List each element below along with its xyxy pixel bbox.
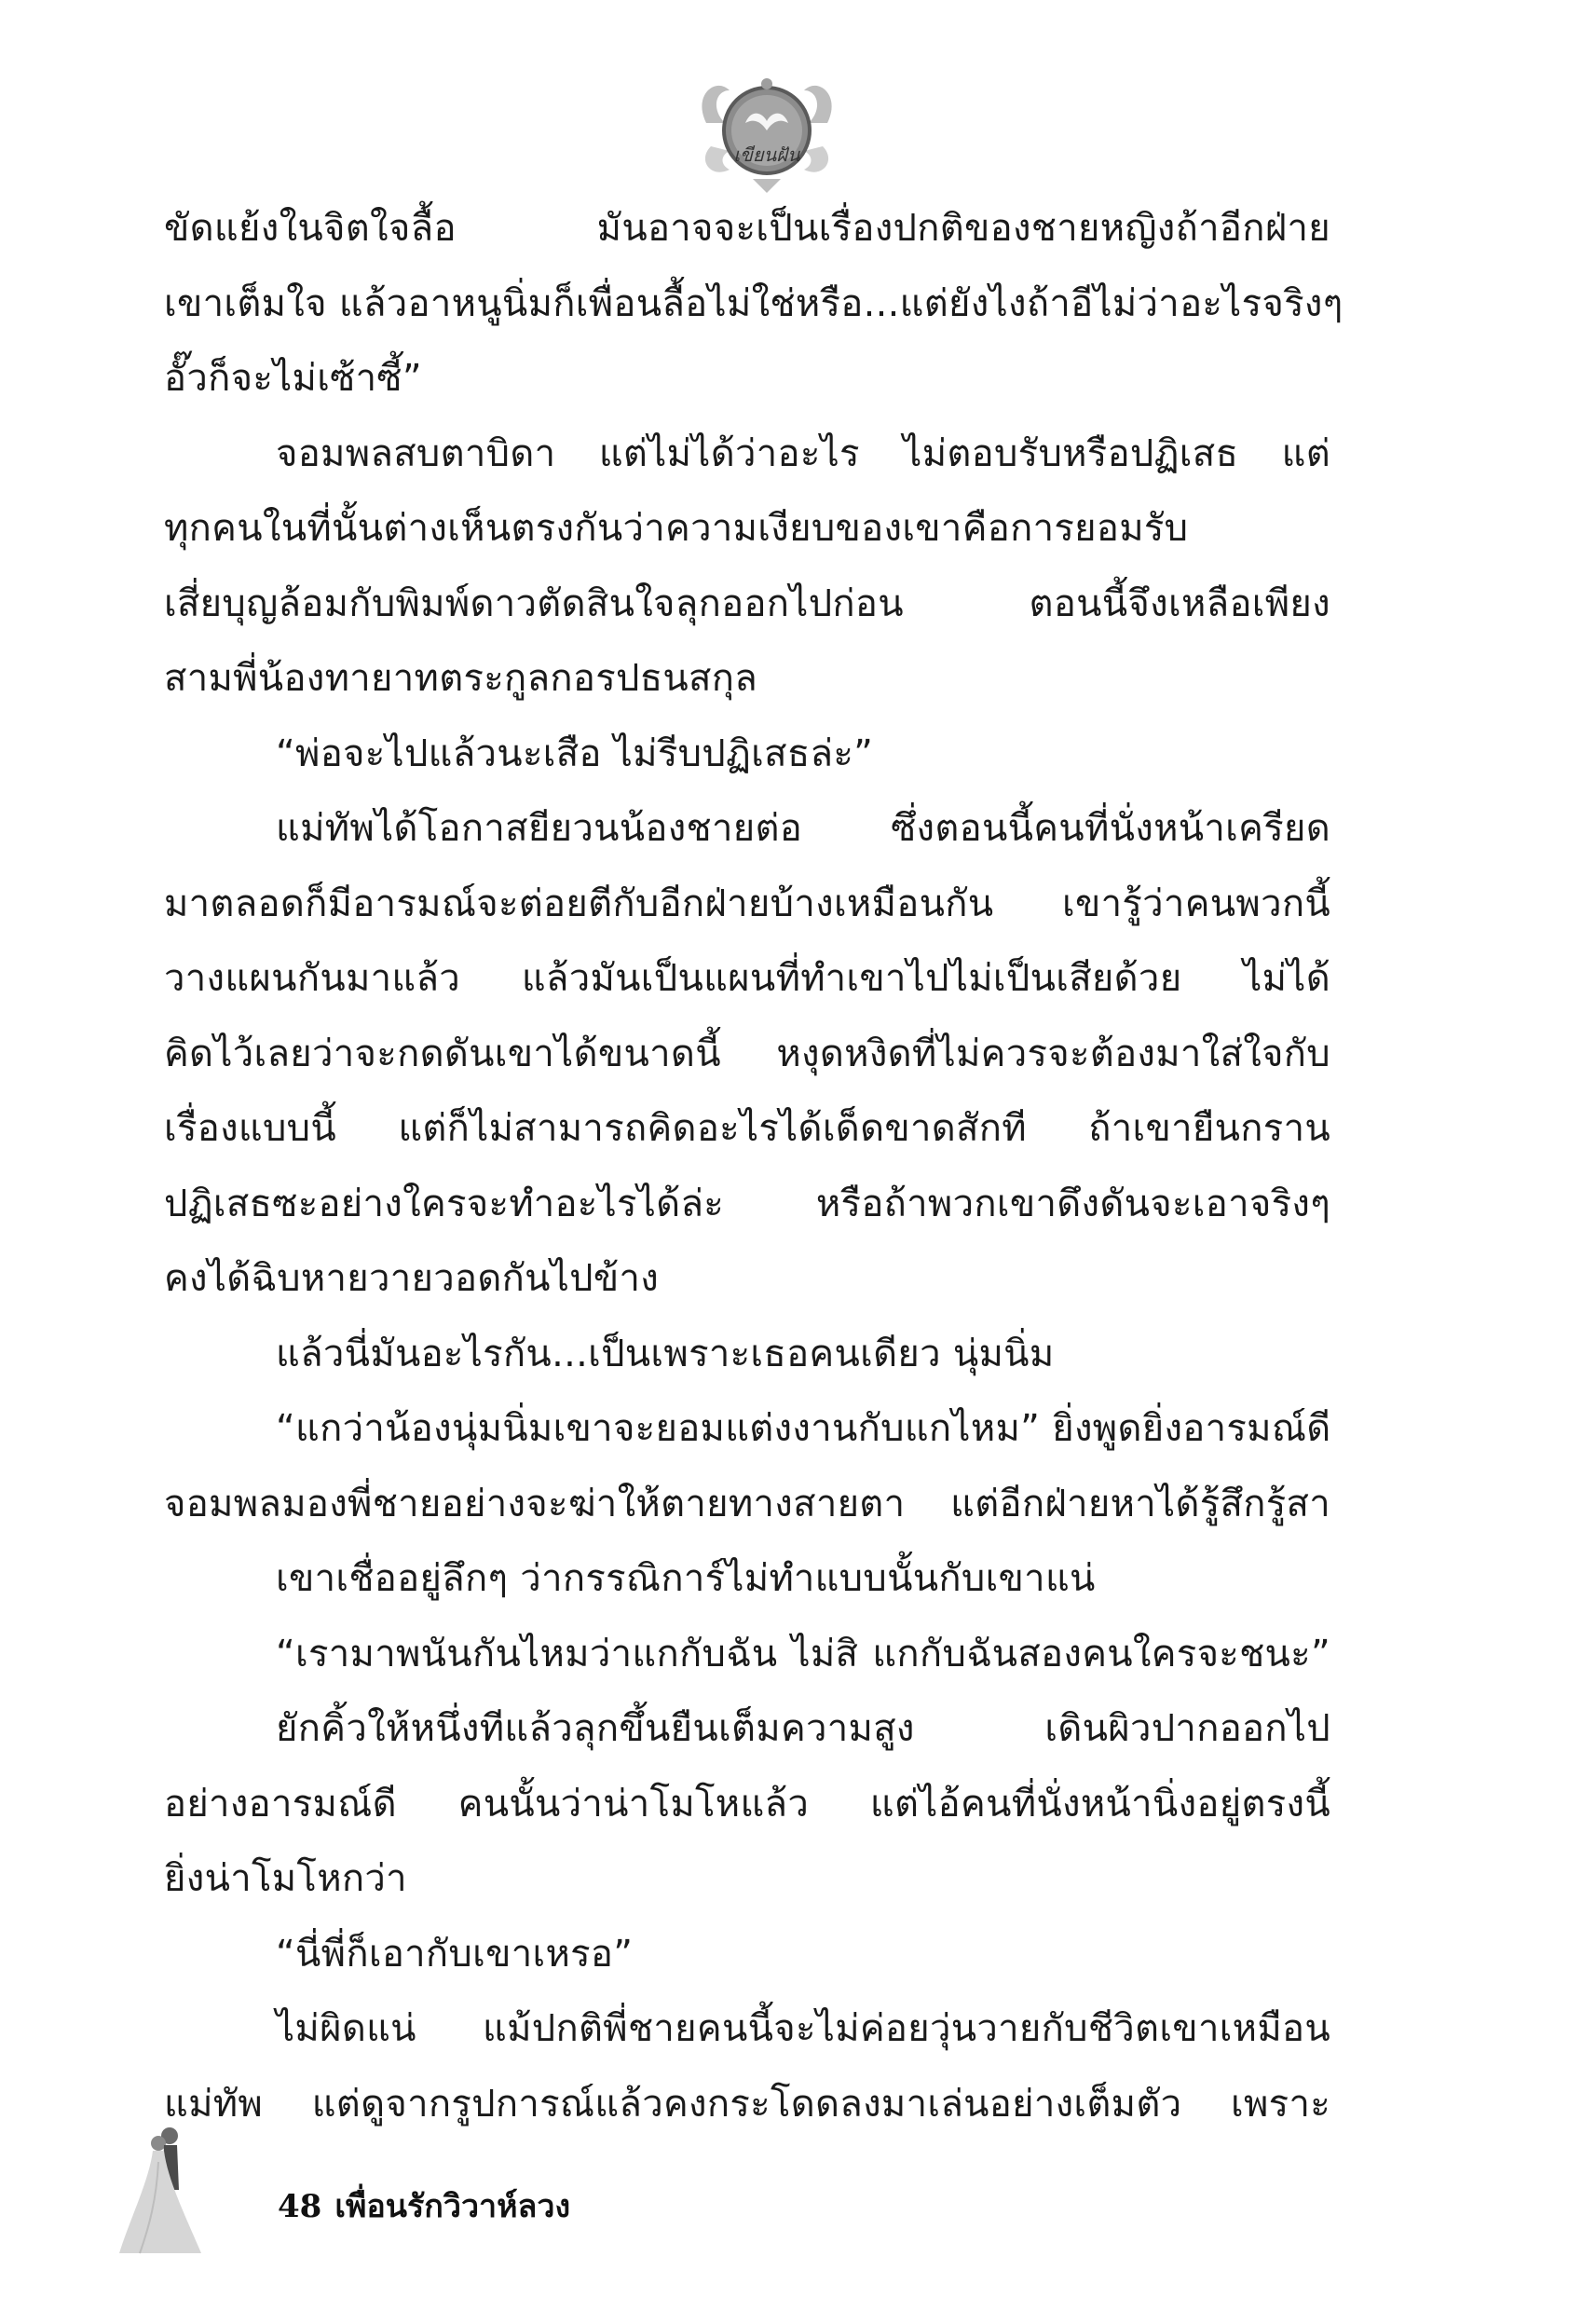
ornament-icon [688,58,846,198]
text-line: ปฏิเสธซะอย่างใครจะทำอะไรได้ล่ะ หรือถ้าพวกเขาดึงดันจะเอาจริงๆ [164,1182,1330,1225]
text-line: เรื่องแบบนี้ แต่ก็ไม่สามารถคิดอะไรได้เด็ดขาดสักที ถ้าเขายืนกราน [164,1107,1330,1150]
text-line: แม่ทัพ แต่ดูจากรูปการณ์แล้วคงกระโดดลงมาเล่นอย่างเต็มตัว เพราะ [164,2082,1330,2126]
text-line: แล้วนี่มันอะไรกัน...เป็นเพราะเธอคนเดียว นุ่มนิ่ม [276,1332,1055,1375]
text-line: ไม่ผิดแน่ แม้ปกติพี่ชายคนนี้จะไม่ค่อยวุ่นวายกับชีวิตเขาเหมือน [276,2007,1330,2050]
header-logo [688,58,846,198]
text-line: เขาเต็มใจ แล้วอาหนูนิ่มก็เพื่อนลื้อไม่ใช่หรือ...แต่ยังไงถ้าอีไม่ว่าอะไรจริงๆ [164,281,1344,325]
text-line: ยิ่งน่าโมโหกว่า [164,1857,407,1900]
text-line: เสี่ยบุญล้อมกับพิมพ์ดาวตัดสินใจลุกออกไปก่อน ตอนนี้จึงเหลือเพียง [164,581,1330,625]
text-line: อย่างอารมณ์ดี คนนั้นว่าน่าโมโหแล้ว แต่ไอ้คนที่นั่งหน้านิ่งอยู่ตรงนี้ [164,1782,1330,1826]
text-line: “แกว่าน้องนุ่มนิ่มเขาจะยอมแต่งงานกับแกไหม” ยิ่งพูดยิ่งอารมณ์ดี [276,1407,1331,1450]
text-line: มาตลอดก็มีอารมณ์จะต่อยตีกับอีกฝ่ายบ้างเหมือนกัน เขารู้ว่าคนพวกนี้ [164,882,1330,925]
folio [278,2181,570,2231]
text-line: อั๊วก็จะไม่เซ้าซี้” [164,357,422,400]
page-number: 48 [278,2188,322,2225]
text-line: คงได้ฉิบหายวายวอดกันไปข้าง [164,1257,660,1300]
text-line: สามพี่น้องทายาทตระกูลกอรปธนสกุล [164,657,758,700]
page-footer [112,2125,671,2255]
text-line: จอมพลสบตาบิดา แต่ไม่ได้ว่าอะไร ไม่ตอบรับหรือปฏิเสธ แต่ [276,431,1330,475]
logo-text: เขียนฝัน [733,144,800,166]
text-line: จอมพลมองพี่ชายอย่างจะฆ่าให้ตายทางสายตา แต่อีกฝ่ายหาได้รู้สึกรู้สา [164,1482,1330,1525]
text-line: “นี่พี่ก็เอากับเขาเหรอ” [276,1932,634,1976]
text-line: “พ่อจะไปแล้วนะเสือ ไม่รีบปฏิเสธล่ะ” [276,732,874,775]
text-line: ขัดแย้งในจิตใจลื้อ มันอาจจะเป็นเรื่องปกติของชายหญิงถ้าอีกฝ่าย [164,207,1330,250]
text-line: แม่ทัพได้โอกาสยียวนน้องชายต่อ ซึ่งตอนนี้คนที่นั่งหน้าเครียด [276,807,1330,850]
text-line: วางแผนกันมาแล้ว แล้วมันเป็นแผนที่ทำเขาไปไม่เป็นเสียด้วย ไม่ได้ [164,957,1330,1000]
text-line: ทุกคนในที่นั้นต่างเห็นตรงกันว่าความเงียบของเขาคือการยอมรับ [164,507,1189,550]
text-line: เขาเชื่ออยู่ลึกๆ ว่ากรรณิการ์ไม่ทำแบบนั้นกับเขาแน่ [276,1557,1096,1600]
book-title: เพื่อนรักวิวาห์ลวง [334,2188,571,2225]
bride-groom-icon [112,2125,224,2255]
text-line: คิดไว้เลยว่าจะกดดันเขาได้ขนาดนี้ หงุดหงิดที่ไม่ควรจะต้องมาใส่ใจกับ [164,1032,1330,1075]
text-line: “เรามาพนันกันไหมว่าแกกับฉัน ไม่สิ แกกับฉันสองคนใครจะชนะ” [276,1632,1330,1675]
page-body [164,191,1344,2141]
text-line: ยักคิ้วให้หนึ่งทีแล้วลุกขึ้นยืนเต็มความสูง เดินผิวปากออกไป [276,1707,1330,1750]
